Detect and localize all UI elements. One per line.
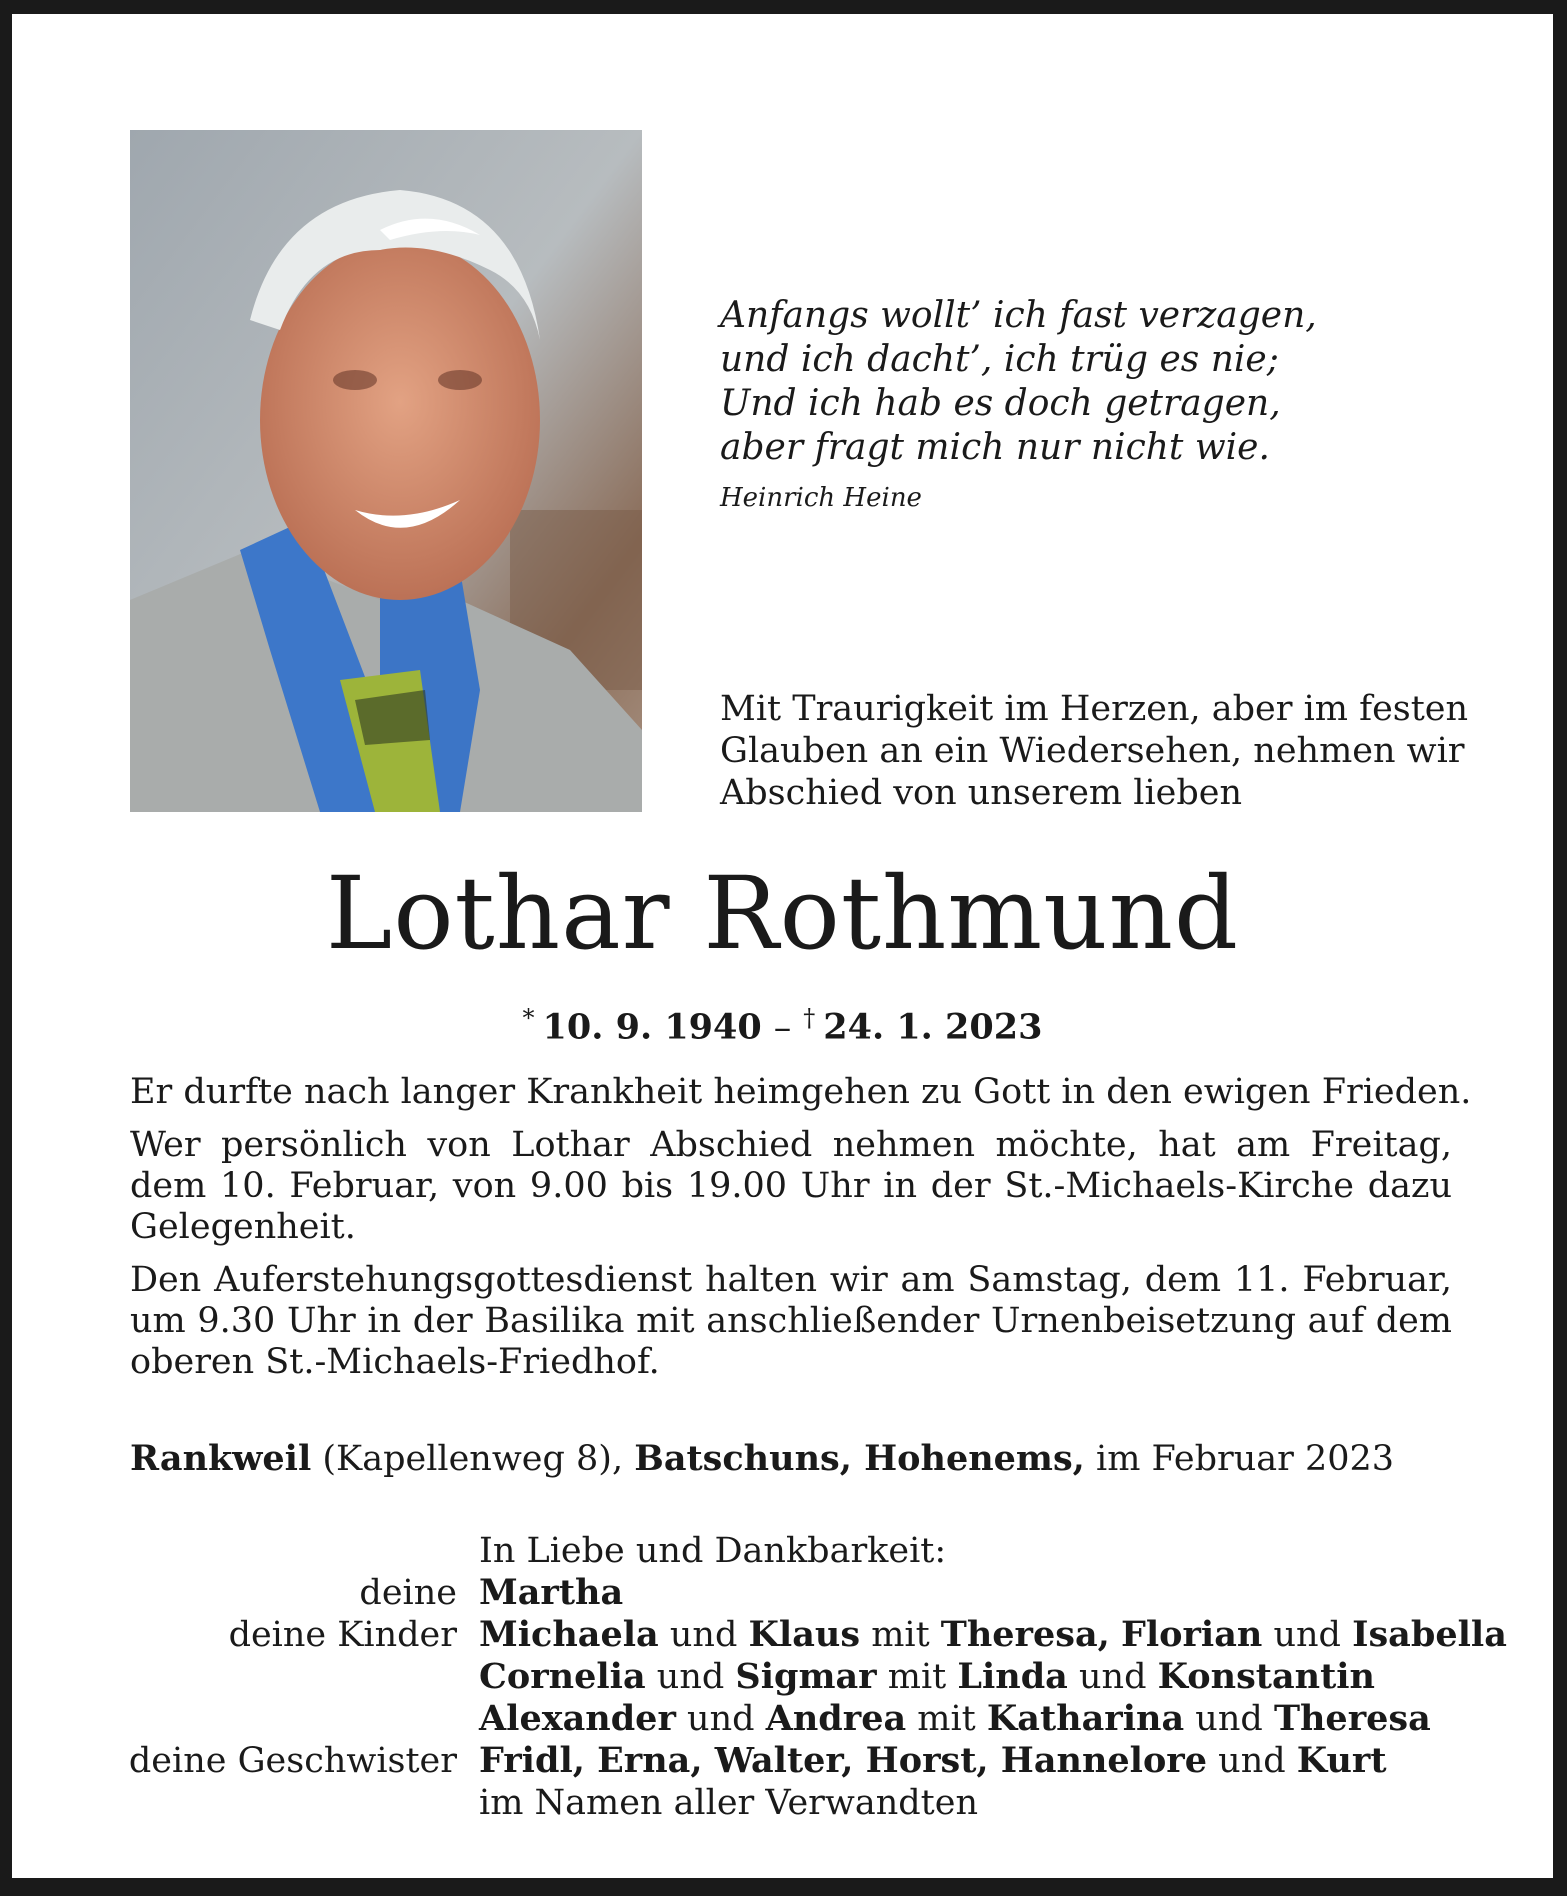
obituary-page [12,14,1553,1878]
family-name: Konstantin [1157,1656,1376,1697]
intro-line: Abschied von unserem lieben [720,773,1243,813]
connector: und [687,1699,755,1739]
children-row [112,1698,1492,1740]
poem-line: Anfangs wollt’ ich fast verzagen, [720,295,1317,336]
children-row [112,1656,1492,1698]
connector: und [669,1615,738,1655]
family-name: Alexander [479,1698,676,1739]
family-name: Theresa, [940,1614,1110,1655]
family-name: Kurt [1296,1740,1387,1781]
place-date: im Februar 2023 [1096,1439,1395,1479]
intro-text [720,688,1480,814]
poem-line: Und ich hab es doch getragen, [720,383,1281,424]
family-name: Klaus [748,1614,861,1655]
closing-row [112,1782,1492,1824]
family-name: Andrea [765,1698,907,1739]
connector: und [1218,1741,1286,1781]
family-name: Theresa [1273,1698,1431,1739]
place-rankweil: Rankweil [130,1438,312,1479]
wife-label: deine [359,1573,457,1613]
connector: mit [917,1699,976,1739]
family-name: Florian [1120,1614,1263,1655]
closing-text: im Namen aller Verwandten [479,1783,978,1823]
portrait-photo [130,130,642,812]
family-name: Sigmar [735,1656,877,1697]
connector: und [1273,1615,1341,1655]
signature-heading: In Liebe und Dankbarkeit: [479,1531,947,1571]
family-name: Cornelia [479,1656,646,1697]
connector: mit [887,1657,947,1697]
signature-heading-row [112,1530,1492,1572]
connector: und [1195,1699,1263,1739]
poem-line: und ich dacht’, ich trüg es nie; [720,339,1279,380]
paragraph-passing: Er durfte nach langer Krankheit heimgehen zu Gott in den ewigen Frieden. [130,1072,1472,1112]
place-others: Batschuns, Hohenems, [634,1438,1085,1479]
portrait-illustration [130,130,642,812]
signature-block [112,1530,1507,1824]
wife-row [112,1572,1492,1614]
intro-line: Glauben an ein Wiedersehen, nehmen wir [720,731,1465,771]
birth-date: 10. 9. 1940 [542,1006,762,1048]
connector: mit [871,1615,930,1655]
deceased-name: Lothar Rothmund [325,855,1240,972]
paragraph-service: Den Auferstehungsgottesdienst halten wir am Samstag, dem 11. Februar, um 9.30 Uhr in der Basilika mit anschließender Urnenbeisetzung auf dem oberen St.-Michaels-Friedhof. [130,1260,1452,1382]
connector: und [656,1657,725,1697]
siblings-names: Fridl, Erna, Walter, Horst, Hannelore [479,1740,1208,1781]
connector: und [1079,1657,1147,1697]
children-row [112,1614,1507,1656]
birth-symbol: * [522,1004,535,1032]
family-name: Michaela [479,1614,659,1655]
date-dash: – [773,1007,792,1048]
children-label: deine Kinder [228,1615,457,1655]
siblings-label: deine Geschwister [128,1741,457,1781]
family-name: Isabella [1352,1614,1507,1655]
places-line [130,1437,1452,1481]
wife-name: Martha [479,1572,624,1613]
life-dates [12,994,1553,1052]
paragraph-viewing: Wer persönlich von Lothar Abschied nehmen möchte, hat am Freitag, dem 10. Februar, von 9.00 bis 19.00 Uhr in der St.-Michaels-Kirche dazu Gelegenheit. [130,1125,1452,1247]
obituary-body [130,1072,1472,1395]
family-name: Linda [957,1656,1068,1697]
intro-line: Mit Traurigkeit im Herzen, aber im festen [720,689,1469,729]
poem-author: Heinrich Heine [720,483,922,513]
death-symbol: † [803,1004,816,1032]
poem-line: aber fragt mich nur nicht wie. [720,427,1270,468]
poem [720,294,1340,516]
death-date: 24. 1. 2023 [823,1006,1043,1048]
siblings-row [112,1740,1492,1782]
address: (Kapellenweg 8), [322,1439,624,1479]
family-name: Katharina [986,1698,1185,1739]
